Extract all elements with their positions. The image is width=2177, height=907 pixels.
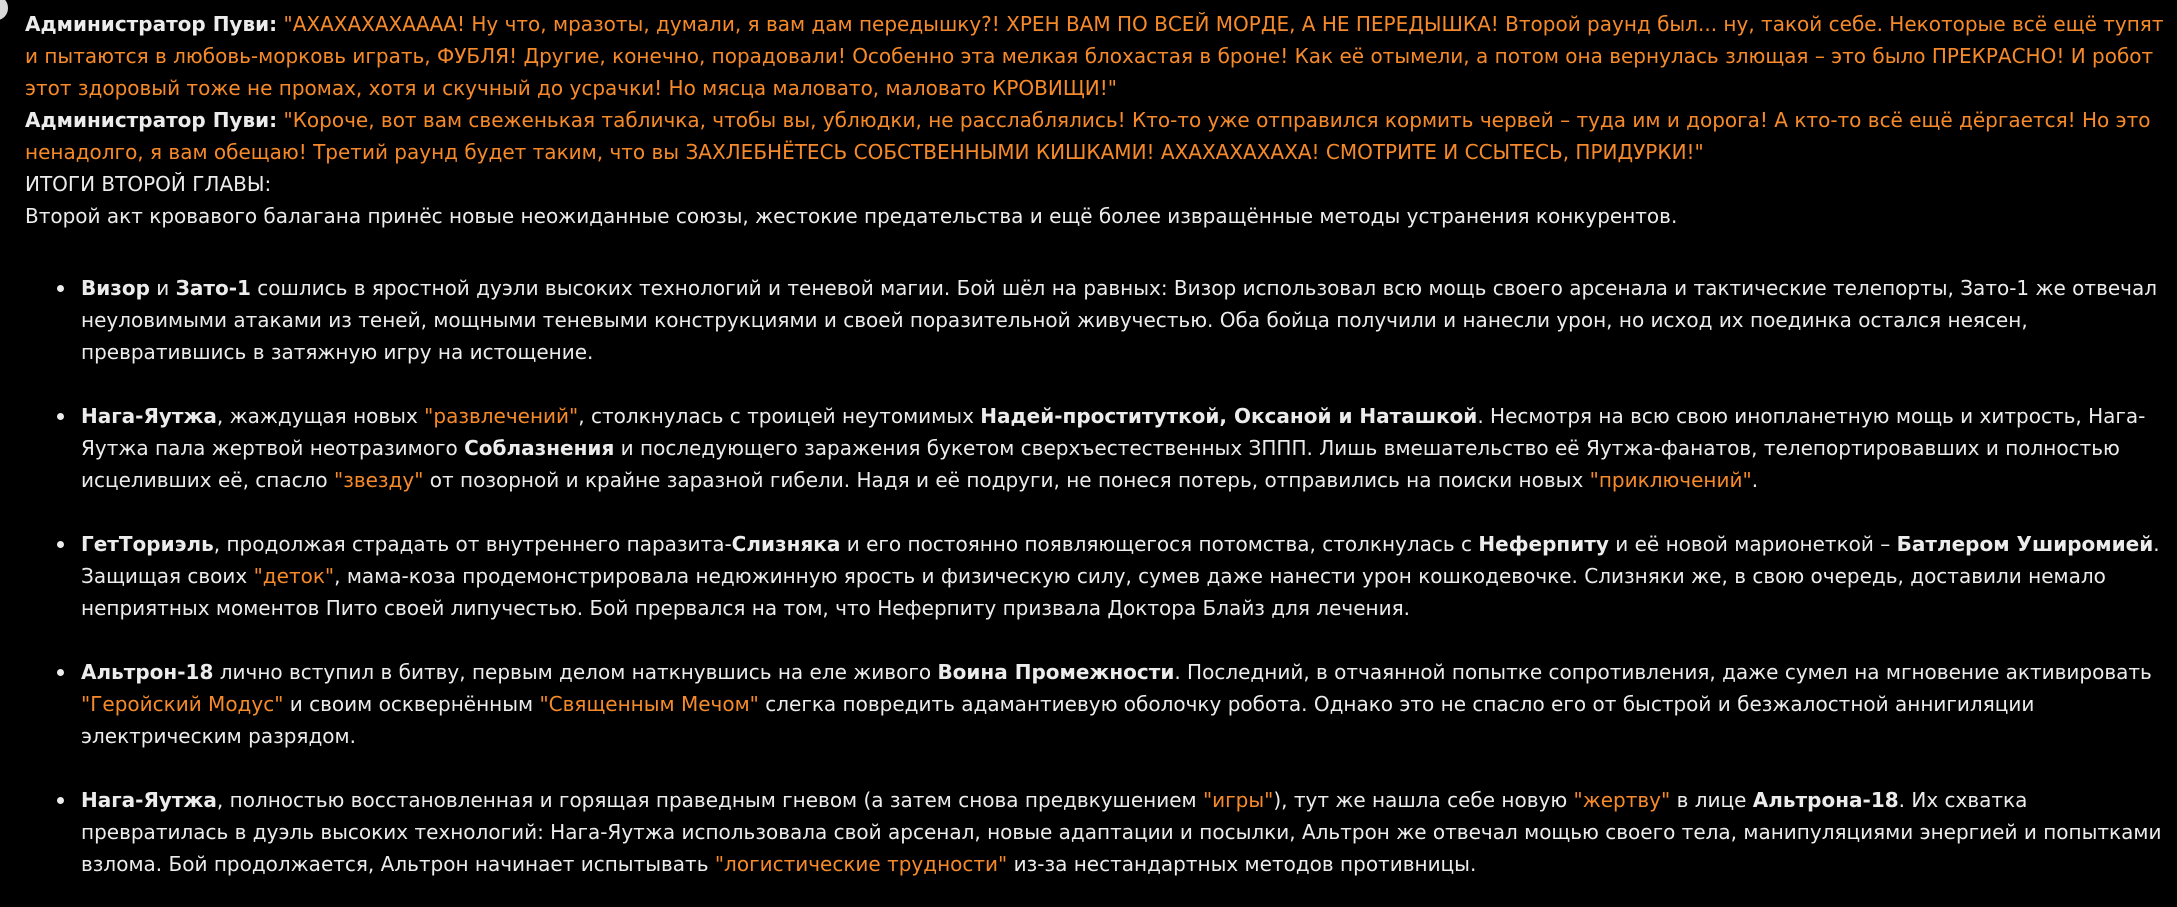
bold-name: Соблазнения bbox=[464, 436, 615, 460]
text-segment: , столкнулась с троицей неутомимых bbox=[578, 404, 981, 428]
admin-quote: "АХАХАХАХАААА! Ну что, мразоты, думали, я вам дам передышку?! ХРЕН ВАМ ПО ВСЕЙ МОРДЕ, А НЕ ПЕРЕДЫШКА! Второй раунд был... ну, такой себе. Некоторые всё ещё тупят и пытаются в любовь-морковь играть, ФУБЛЯ! Другие, конечно, порадовали! Особенно эта мелкая блохастая в броне! Как её отымели, а потом она вернулась злющая – это было ПРЕКРАСНО! И робот этот здоровый тоже не промах, хотя и скучный до усрачки! Но мясца маловато, маловато КРОВИЩИ!" bbox=[25, 12, 2164, 100]
chat-message-content bbox=[25, 8, 2165, 880]
bold-name: Батлером Уширомией bbox=[1896, 532, 2154, 556]
text-segment: . Защищая своих bbox=[81, 532, 2160, 588]
bold-name: ГетТориэль bbox=[81, 532, 214, 556]
quoted-term: "Геройский Модус" bbox=[81, 692, 284, 716]
quoted-term: "игры" bbox=[1202, 788, 1274, 812]
text-segment: , жаждущая новых bbox=[216, 404, 425, 428]
bold-name: Нага-Яутжа bbox=[81, 404, 217, 428]
text-segment: сошлись в яростной дуэли высоких технологий и теневой магии. Бой шёл на равных: Визор использовал всю мощь своего арсенала и тактические телепорты, Зато-1 же отвечал неуловимыми атаками из теней, мощными теневыми конструкциями и своей поразительной живучестью. Оба бойца получили и нанесли урон, но исход их поединка остался неясен, превратившись в затяжную игру на истощение. bbox=[81, 276, 2158, 364]
summary-heading: ИТОГИ ВТОРОЙ ГЛАВЫ: bbox=[25, 172, 272, 196]
text-segment: и bbox=[149, 276, 176, 300]
text-segment: ), тут же нашла себе новую bbox=[1273, 788, 1574, 812]
admin-quote: "Короче, вот вам свеженькая табличка, чтобы вы, ублюдки, не расслаблялись! Кто-то уже отправился кормить червей – туда им и дорога! А кто-то всё ещё дёргается! Но это ненадолго, я вам обещаю! Третий раунд будет таким, что вы ЗАХЛЕБНЁТЕСЬ СОБСТВЕННЫМИ КИШКАМИ! АХАХАХАХАХА! СМОТРИТЕ И ССЫТЕСЬ, ПРИДУРКИ!" bbox=[25, 108, 2151, 164]
bold-name: Надей-проституткой, Оксаной и Наташкой bbox=[980, 404, 1478, 428]
summary-intro: Второй акт кровавого балагана принёс новые неожиданные союзы, жестокие предательства и ещё более извращённые методы устранения конкурентов. bbox=[25, 204, 1678, 228]
text-segment: из-за нестандартных методов противницы. bbox=[1007, 852, 1477, 876]
quoted-term: "логистические трудности" bbox=[714, 852, 1008, 876]
bold-name: Неферпиту bbox=[1478, 532, 1609, 556]
summary-item bbox=[25, 656, 2165, 752]
summary-item bbox=[25, 528, 2165, 624]
text-segment: . Их схватка превратилась в дуэль высоких технологий: Нага-Яутжа использовала свой арсенал, новые адаптации и посылки, Альтрон же отвечал мощью своего тела, манипуляциями энергией и попытками взлома. Бой продолжается, Альтрон начинает испытывать bbox=[81, 788, 2162, 876]
summary-item bbox=[25, 272, 2165, 368]
text-segment: . bbox=[1751, 468, 1759, 492]
speaker-name: Администратор Пуви: bbox=[25, 108, 278, 132]
text-segment: , продолжая страдать от внутреннего паразита- bbox=[213, 532, 732, 556]
bold-name: Слизняка bbox=[731, 532, 841, 556]
summary-item bbox=[25, 784, 2165, 880]
text-segment: , мама-коза продемонстрировала недюжинную ярость и физическую силу, сумев даже нанести урон кошкодевочке. Слизняки же, в свою очередь, доставили немало неприятных моментов Пито своей липучестью. Бой прервался на том, что Неферпиту призвала Доктора Блайз для лечения. bbox=[81, 564, 2106, 620]
text-segment: лично вступил в битву, первым делом наткнувшись на еле живого bbox=[213, 660, 938, 684]
text-segment: и её новой марионеткой – bbox=[1608, 532, 1897, 556]
admin-message-1 bbox=[25, 8, 2165, 104]
text-segment: , полностью восстановленная и горящая праведным гневом (а затем снова предвкушением bbox=[216, 788, 1203, 812]
quoted-term: "Священным Мечом" bbox=[539, 692, 759, 716]
quoted-term: "приключений" bbox=[1589, 468, 1752, 492]
text-segment: в лице bbox=[1670, 788, 1753, 812]
summary-item bbox=[25, 400, 2165, 496]
bold-name: Альтрона-18 bbox=[1752, 788, 1899, 812]
admin-message-2 bbox=[25, 104, 2165, 168]
text-segment: от позорной и крайне заразной гибели. Надя и её подруги, не понеся потерь, отправились на поиски новых bbox=[423, 468, 1590, 492]
text-segment: и последующего заражения букетом сверхъестественных ЗППП. Лишь вмешательство её Яутжа-фанатов, телепортировавших и полностью исцеливших её, спасло bbox=[81, 436, 2120, 492]
text-segment: . Несмотря на всю свою инопланетную мощь и хитрость, Нага-Яутжа пала жертвой неотразимого bbox=[81, 404, 2146, 460]
quoted-term: "звезду" bbox=[334, 468, 424, 492]
summary-list bbox=[25, 272, 2165, 880]
text-segment: . Последний, в отчаянной попытке сопротивления, даже сумел на мгновение активировать bbox=[1174, 660, 2152, 684]
text-segment: слегка повредить адамантиевую оболочку робота. Однако это не спасло его от быстрой и безжалостной аннигиляции электрическим разрядом. bbox=[81, 692, 2035, 748]
text-segment: и своим осквернённым bbox=[283, 692, 540, 716]
bold-name: Альтрон-18 bbox=[81, 660, 214, 684]
avatar bbox=[0, 0, 8, 20]
bold-name: Нага-Яутжа bbox=[81, 788, 217, 812]
text-segment: и его постоянно появляющегося потомства, столкнулась с bbox=[840, 532, 1479, 556]
quoted-term: "развлечений" bbox=[424, 404, 579, 428]
speaker-name: Администратор Пуви: bbox=[25, 12, 278, 36]
bold-name: Визор bbox=[81, 276, 150, 300]
bold-name: Зато-1 bbox=[175, 276, 251, 300]
quoted-term: "жертву" bbox=[1573, 788, 1671, 812]
bold-name: Воина Промежности bbox=[937, 660, 1175, 684]
quoted-term: "деток" bbox=[253, 564, 335, 588]
